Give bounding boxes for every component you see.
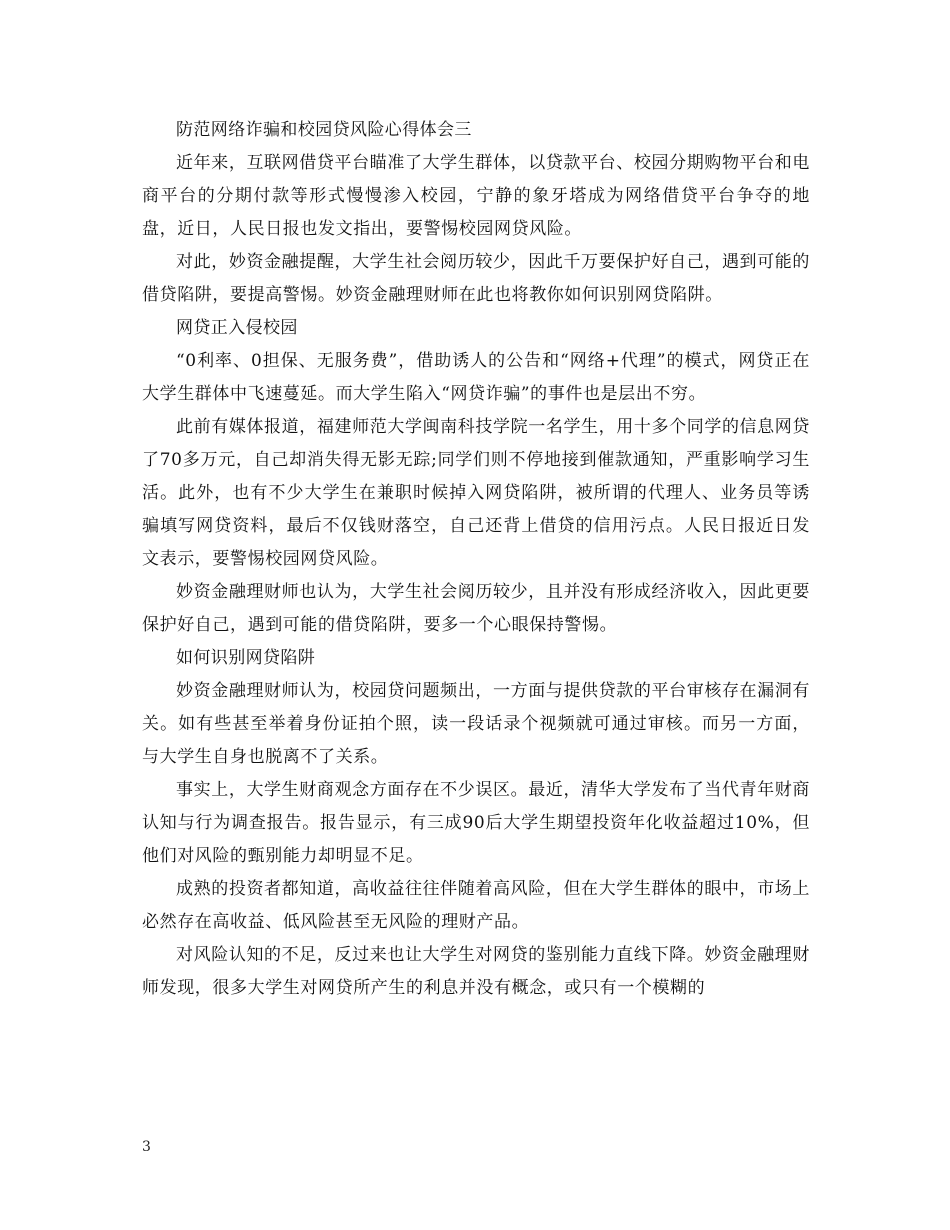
paragraph-identify-3: 成熟的投资者都知道，高收益往往伴随着高风险，但在大学生群体的眼中，市场上必然存在高收益、低风险甚至无风险的理财产品。 (142, 879, 810, 932)
paragraph-identify-2: 事实上，大学生财商观念方面存在不少误区。最近，清华大学发布了当代青年财商认知与行为调查报告。报告显示，有三成90后大学生期望投资年化收益超过10%，但他们对风险的甄别能力却明显不足。 (142, 780, 810, 866)
paragraph-invasion-1: “0利率、0担保、无服务费”，借助诱人的公告和“网络+代理”的模式，网贷正在大学生群体中飞速蔓延。而大学生陷入“网贷诈骗”的事件也是层出不穷。 (142, 351, 810, 404)
paragraph-identify-1: 妙资金融理财师认为，校园贷问题频出，一方面与提供贷款的平台审核存在漏洞有关。如有些甚至举着身份证拍个照，读一段话录个视频就可通过审核。而另一方面，与大学生自身也脱离不了关系。 (142, 681, 810, 767)
document-body (142, 114, 810, 1005)
section-heading-invasion: 网贷正入侵校园 (176, 318, 298, 338)
paragraph-intro-2: 对此，妙资金融提醒，大学生社会阅历较少，因此千万要保护好自己，遇到可能的借贷陷阱，要提高警惕。妙资金融理财师在此也将教你如何识别网贷陷阱。 (142, 252, 810, 305)
paragraph-intro-1: 近年来，互联网借贷平台瞄准了大学生群体，以贷款平台、校园分期购物平台和电商平台的分期付款等形式慢慢渗入校园，宁静的象牙塔成为网络借贷平台争夺的地盘，近日，人民日报也发文指出，要警惕校园网贷风险。 (142, 153, 810, 239)
page-number: 3 (142, 1139, 151, 1155)
document-title: 防范网络诈骗和校园贷风险心得体会三 (176, 120, 472, 140)
section-heading-identify: 如何识别网贷陷阱 (176, 648, 316, 668)
paragraph-invasion-2: 此前有媒体报道，福建师范大学闽南科技学院一名学生，用十多个同学的信息网贷了70多万元，自己却消失得无影无踪;同学们则不停地接到催款通知，严重影响学习生活。此外，也有不少大学生在兼职时候掉入网贷陷阱，被所谓的代理人、业务员等诱骗填写网贷资料，最后不仅钱财落空，自己还背上借贷的信用污点。人民日报近日发文表示，要警惕校园网贷风险。 (142, 417, 810, 569)
paragraph-identify-4: 对风险认知的不足，反过来也让大学生对网贷的鉴别能力直线下降。妙资金融理财师发现，很多大学生对网贷所产生的利息并没有概念，或只有一个模糊的 (142, 945, 810, 998)
paragraph-invasion-3: 妙资金融理财师也认为，大学生社会阅历较少，且并没有形成经济收入，因此更要保护好自己，遇到可能的借贷陷阱，要多一个心眼保持警惕。 (142, 582, 810, 635)
